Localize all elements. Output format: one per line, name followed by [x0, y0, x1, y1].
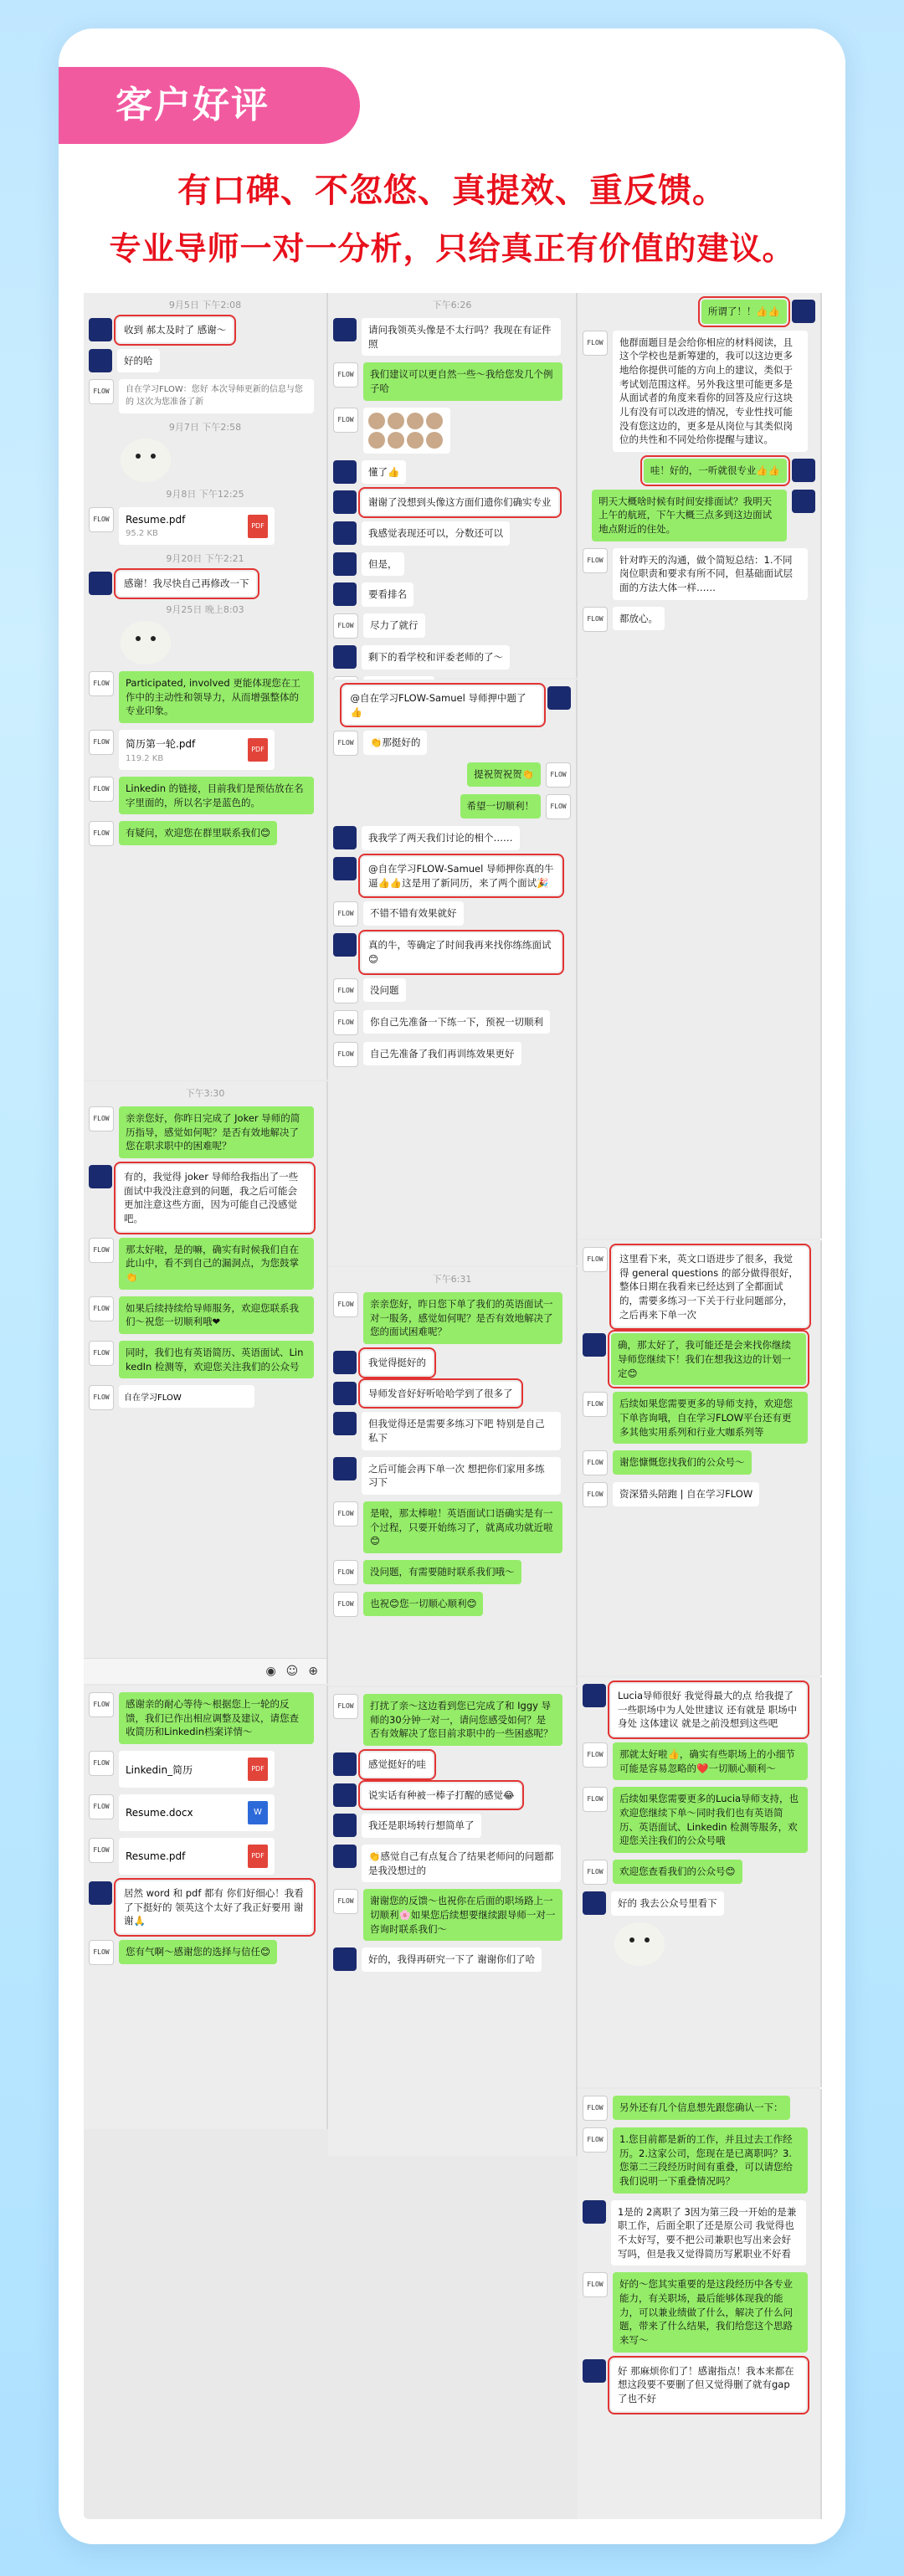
- message-bubble: 尽力了就行: [363, 613, 425, 638]
- avatar: [333, 1412, 357, 1435]
- flow-logo-icon: FLOW: [583, 548, 608, 573]
- timestamp: 9月20日 下午2:21: [166, 553, 244, 565]
- message-bubble: 要看排名: [362, 582, 413, 607]
- flow-logo-icon: FLOW: [333, 1560, 358, 1585]
- message-bubble: 没问题，有需要随时联系我们哦～: [363, 1560, 521, 1584]
- message-bubble: 亲亲您好，你昨日完成了 Joker 导师的简历指导，感觉如何呢？是否有效地解决了您在职求职中的困难呢？: [119, 1106, 314, 1158]
- message-bubble: 没问题: [363, 978, 406, 1003]
- avatar: [333, 490, 357, 514]
- message-bubble: 有疑问，欢迎您在群里联系我们😊: [119, 821, 277, 845]
- flow-logo-icon: FLOW: [546, 794, 571, 819]
- file-name: Linkedin_简历: [126, 1763, 193, 1776]
- chat-panel-10: [328, 1687, 578, 2156]
- message-bubble: 请问我领英头像是不太行吗？我现在有证件照: [362, 318, 561, 356]
- avatar: [89, 349, 112, 372]
- word-icon: W: [248, 1801, 268, 1824]
- message-bubble: 好的～您其实重要的是这段经历中各专业能力，有关职场，最后能够体现我的能力，可以兼业绩做了什么，解决了什么问题，带来了什么结果，我们给您这个思路来写～: [613, 2272, 808, 2352]
- pdf-icon: PDF: [248, 515, 268, 538]
- message-bubble: 你自己先准备一下练一下，预祝一切顺利: [363, 1010, 550, 1034]
- avatar: [333, 1351, 357, 1374]
- message-bubble: 我觉得挺好的: [362, 1351, 433, 1375]
- content-card: [59, 28, 845, 2544]
- message-bubble: 1.您目前都是新的工作，并且过去工作经历。2.这家公司，您现在是已离职吗？3.您第二三段经历时间有重叠，可以请您给我们说明一下重叠情况吗？: [613, 2127, 808, 2194]
- message-bubble: 亲亲您好，昨日您下单了我们的英语面试一对一服务，感觉如何呢？是否有效地解决了您的面试困难呢？: [363, 1292, 562, 1344]
- avatar: [583, 1684, 606, 1707]
- message-bubble: 资深猎头陪跑 | 自在学习FLOW: [613, 1482, 759, 1506]
- avatar: [333, 933, 357, 957]
- timestamp: 下午6:31: [432, 1274, 472, 1285]
- flow-logo-icon: FLOW: [546, 762, 571, 788]
- message-bubble: 感谢亲的耐心等待～根据您上一轮的反馈，我们已作出相应调整及建议，请您查收简历和Linkedin档案详情～: [119, 1692, 314, 1744]
- message-bubble: 👏感觉自己有点复合了结果老师问的问题都是我没想过的: [362, 1845, 561, 1882]
- avatar: [583, 1891, 606, 1915]
- file-name: Resume.pdf: [126, 1850, 186, 1863]
- message-bubble: @自在学习FLOW-Samuel 导师押你真的牛逼👍👍这是用了新同历，来了两个面试🎉: [362, 857, 561, 895]
- message-bubble: 如果后续持续给导师服务，欢迎您联系我们～祝您一切顺利哦❤: [119, 1296, 314, 1334]
- flow-logo-icon: FLOW: [333, 901, 358, 926]
- message-bubble: 真的牛，等确定了时间我再来找你练练面试😊: [362, 933, 561, 971]
- timestamp: 下午3:30: [185, 1088, 225, 1099]
- avatar: [792, 300, 815, 323]
- flow-logo-icon: FLOW: [333, 362, 358, 387]
- plus-icon[interactable]: ⊕: [308, 1665, 318, 1678]
- section-tag: 客户好评: [59, 67, 360, 144]
- chat-panel-5: [578, 1240, 822, 1675]
- flow-logo-icon: FLOW: [89, 379, 114, 404]
- file-attachment[interactable]: [119, 1838, 275, 1875]
- flow-logo-icon: FLOW: [89, 821, 114, 846]
- message-bubble: 是啦，那太棒啦！英语面试口语确实是有一个过程，只要开始练习了，就离成功就近啦😊: [363, 1501, 562, 1553]
- flow-logo-icon: FLOW: [583, 2096, 608, 2121]
- avatar: [89, 318, 112, 341]
- avatar: [333, 460, 357, 484]
- message-bubble: 自在学习FLOW：您好 本次导师更新的信息与您的 这次为您准备了新: [119, 379, 314, 413]
- flow-logo-icon: FLOW: [333, 1889, 358, 1914]
- file-attachment[interactable]: [119, 730, 275, 770]
- flow-logo-icon: FLOW: [333, 1010, 358, 1035]
- message-bubble: 说实话有种被一棒子打醒的感觉😂: [362, 1783, 521, 1808]
- flow-logo-icon: FLOW: [583, 1860, 608, 1885]
- chat-panel-3: [578, 293, 822, 1239]
- file-name: Resume.docx: [126, 1807, 193, 1819]
- sticker-bunny-icon: [121, 439, 171, 482]
- voice-icon[interactable]: ◉: [265, 1665, 276, 1678]
- message-bubble: 另外还有几个信息想先跟您确认一下：: [613, 2096, 790, 2120]
- file-attachment[interactable]: [119, 1794, 275, 1831]
- message-bubble: 我还是职场转行想简单了: [362, 1814, 481, 1838]
- flow-logo-icon: FLOW: [583, 2127, 608, 2153]
- flow-logo-icon: FLOW: [583, 607, 608, 632]
- file-size: 95.2 KB: [126, 529, 158, 539]
- flow-logo-icon: FLOW: [89, 1385, 114, 1410]
- avatar: [333, 1783, 357, 1807]
- avatar: [792, 459, 815, 482]
- flow-logo-icon: FLOW: [333, 1042, 358, 1067]
- flow-logo-icon: FLOW: [333, 408, 358, 433]
- avatar: [333, 1382, 357, 1405]
- pdf-icon: PDF: [248, 1758, 268, 1781]
- account-name: 自在学习FLOW: [124, 1393, 182, 1403]
- message-bubble: Lucia导师很好 我觉得最大的点 给我提了一些职场中为人处世建议 还有就是 职场中身处 这体建议 就是之前没想到这些吧: [611, 1684, 806, 1736]
- avatar: [333, 645, 357, 669]
- message-bubble: 感觉挺好的哇: [362, 1752, 433, 1777]
- headshot-examples[interactable]: [363, 408, 450, 454]
- flow-logo-icon: FLOW: [89, 1751, 114, 1776]
- message-bubble: 好的哈: [117, 349, 160, 373]
- message-bubble: 这里看下来，英文口语进步了很多，我觉得 general questions 的部分做得很好，整体日期在我看来已经达到了全都面试的，需要多练习一下关于行业问题部分，之后再来下单一次: [613, 1247, 808, 1326]
- avatar: [333, 1457, 357, 1480]
- message-bubble: 我感觉表现还可以，分数还可以: [362, 521, 510, 546]
- message-bubble: 但是，: [362, 552, 404, 577]
- file-name: 简历第一轮.pdf: [126, 738, 196, 751]
- flow-logo-icon: FLOW: [333, 1501, 358, 1527]
- message-bubble: 谢谢您的反馈～也祝你在后面的职场路上一切顺利🌸如果您后续想要继续跟导师一对一咨询时联系我们～: [363, 1889, 562, 1941]
- timestamp: 下午6:26: [432, 300, 472, 310]
- message-bubble: 自己先准备了我们再训练效果更好: [363, 1042, 521, 1066]
- chat-panel-11: [578, 2089, 822, 2519]
- flow-logo-icon: FLOW: [89, 1838, 114, 1863]
- flow-logo-icon: FLOW: [583, 331, 608, 356]
- message-bubble: 好的 我去公众号里看下: [611, 1891, 724, 1916]
- chat-collage: [84, 293, 820, 2519]
- message-bubble: Linkedin 的链接，目前我们是预估放在名字里面的，所以名字是蓝色的。: [119, 777, 314, 814]
- avatar: [583, 2359, 606, 2383]
- flow-logo-icon: FLOW: [89, 507, 114, 532]
- message-bubble: 那太好啦，是的嘛，确实有时候我们自在此山中，看不到自己的漏洞点，为您鼓掌👏: [119, 1238, 314, 1290]
- chat-panel-4: [328, 680, 578, 1265]
- message-bubble: 1是的 2离职了 3因为第三段一开始的是兼职工作，后面全职了还是原公司 我觉得也不太好写，要不把公司兼职也写出来会好写吗，但是我又觉得简历写累职业不好看: [611, 2200, 806, 2266]
- message-bubble: 感谢！我尽快自己再修改一下: [117, 572, 256, 596]
- message-bubble: 好的，我得再研究一下了 谢谢你们了哈: [362, 1947, 542, 1972]
- pdf-icon: PDF: [248, 738, 268, 762]
- message-bubble: 居然 word 和 pdf 都有 你们好细心！我看了下挺好的 领英这个太好了我正好要用 谢谢🙏: [117, 1881, 312, 1933]
- flow-logo-icon: FLOW: [89, 1296, 114, 1321]
- headline-primary: 有口碑、不忽悠、真提效、重反馈。: [177, 172, 727, 210]
- message-bubble: 但我觉得还是需要多练习下吧 特别是自己私下: [362, 1412, 561, 1450]
- avatar: [333, 552, 357, 576]
- message-bubble: 不错不错有效果就好: [363, 901, 464, 926]
- chat-toolbar: [84, 1658, 326, 1684]
- message-bubble: 懂了👍: [362, 460, 406, 485]
- flow-logo-icon: FLOW: [89, 1692, 114, 1717]
- message-bubble: 👏那挺好的: [363, 731, 427, 755]
- avatar: [333, 1752, 357, 1776]
- message-bubble: 明天大概啥时候有时间安排面试？我明天上午的航班，下午大概三点多到这边面试地点附近的住处。: [592, 490, 787, 541]
- file-attachment[interactable]: [119, 1751, 275, 1788]
- message-bubble: 谢谢了没想到头像这方面们遗你们确实专业: [362, 490, 558, 515]
- official-account-card[interactable]: [119, 1385, 254, 1408]
- flow-logo-icon: FLOW: [89, 1106, 114, 1131]
- file-name: Resume.pdf: [126, 514, 186, 526]
- message-bubble: 我们建议可以更自然一些～我给您发几个例子哈: [363, 362, 562, 400]
- message-bubble: 之后可能会再下单一次 想把你们家用多练习下: [362, 1457, 561, 1495]
- message-bubble: @自在学习FLOW-Samuel 导师押中题了👍: [343, 686, 542, 724]
- avatar: [583, 2200, 606, 2224]
- avatar: [333, 1814, 357, 1837]
- emoji-icon[interactable]: ☺: [285, 1665, 299, 1678]
- message-bubble: 针对昨天的沟通，做个简短总结：1.不同岗位职责和要求有所不同，但基础面试层面的方法大体一样……: [613, 548, 808, 600]
- avatar: [333, 826, 357, 849]
- avatar: [333, 318, 357, 341]
- chat-panel-6: [84, 1081, 328, 1684]
- message-bubble: 后续如果您需要更多的Lucia导师支持，也欢迎您继续下单～同时我们也有英语简历、英语面试、Linkedin 检测等服务，欢迎您关注我们的公众号哦: [613, 1787, 808, 1853]
- timestamp: 9月5日 下午2:08: [168, 300, 242, 310]
- message-bubble: 有的，我觉得 joker 导师给我指出了一些面试中我没注意到的问题，我之后可能会更加注意这些方面，因为可能自己没感觉吧。: [117, 1165, 312, 1231]
- message-bubble: 打扰了亲～这边看到您已完成了和 Iggy 导师的30分钟一对一，请问您感受如何？是否有效解决了您目前求职中的一些困惑呢？: [363, 1694, 562, 1746]
- flow-logo-icon: FLOW: [583, 1392, 608, 1417]
- message-bubble: 欢迎您查看我们的公众号😊: [613, 1860, 742, 1884]
- chat-panel-8: [578, 1677, 822, 2087]
- message-bubble: 同时，我们也有英语简历、英语面试、LinkedIn 检测等，欢迎您关注我们的公众号: [119, 1341, 314, 1378]
- avatar: [89, 1165, 112, 1188]
- timestamp: 9月7日 下午2:58: [168, 422, 242, 434]
- flow-logo-icon: FLOW: [89, 1940, 114, 1965]
- avatar: [333, 1845, 357, 1868]
- file-attachment[interactable]: [119, 507, 275, 545]
- message-bubble: 都放心。: [613, 607, 665, 631]
- message-bubble: Participated, involved 更能体现您在工作中的主动性和领导力，从而增强整体的专业印象。: [119, 671, 314, 723]
- chat-panel-9: [84, 1686, 328, 2129]
- message-bubble: 也祝😊您一切顺心顺利😊: [363, 1592, 483, 1616]
- chat-panel-1: [84, 293, 328, 1080]
- flow-logo-icon: FLOW: [89, 1238, 114, 1263]
- chat-panel-2: [328, 293, 578, 678]
- message-bubble: 您有气啊～感谢您的选择与信任😊: [119, 1940, 277, 1964]
- avatar: [333, 857, 357, 880]
- sticker-bunny-icon: [121, 621, 171, 665]
- message-bubble: 收到 郝太及时了 感谢～: [117, 318, 233, 342]
- message-bubble: 我我学了两天我们讨论的相个……: [362, 826, 520, 850]
- message-bubble: 希望一切顺利！: [460, 794, 542, 818]
- flow-logo-icon: FLOW: [333, 1292, 358, 1317]
- avatar: [333, 521, 357, 545]
- message-bubble: 哇！好的，一听就很专业👍👍: [644, 459, 787, 483]
- message-bubble: 那就太好啦👍，确实有些职场上的小细节可能是容易忽略的❤️一切顺心顺利～: [613, 1742, 808, 1780]
- flow-logo-icon: FLOW: [583, 1450, 608, 1475]
- headline-secondary: 专业导师一对一分析，只给真正有价值的建议。: [109, 230, 795, 267]
- flow-logo-icon: FLOW: [333, 978, 358, 1003]
- flow-logo-icon: FLOW: [583, 1482, 608, 1507]
- flow-logo-icon: FLOW: [583, 1247, 608, 1272]
- avatar: [89, 1881, 112, 1905]
- flow-logo-icon: FLOW: [89, 1794, 114, 1819]
- message-bubble: 确，那太好了，我可能还是会来找你继续 导师您继续下！我们在想我这边的计划一定😊: [611, 1333, 806, 1385]
- flow-logo-icon: FLOW: [89, 1341, 114, 1366]
- flow-logo-icon: FLOW: [333, 613, 358, 639]
- avatar: [792, 490, 815, 513]
- avatar: [333, 582, 357, 606]
- timestamp: 9月25日 晚上8:03: [166, 604, 244, 616]
- sticker-bunny-icon: [614, 1922, 665, 1966]
- avatar: [333, 1947, 357, 1971]
- pdf-icon: PDF: [248, 1845, 268, 1868]
- flow-logo-icon: FLOW: [333, 731, 358, 756]
- message-bubble: 谢您慷慨您找我们的公众号～: [613, 1450, 752, 1475]
- avatar: [583, 1333, 606, 1357]
- flow-logo-icon: FLOW: [89, 777, 114, 802]
- message-bubble: 导师发音好好听哈哈学到了很多了: [362, 1382, 520, 1406]
- flow-logo-icon: FLOW: [583, 2272, 608, 2297]
- message-bubble: 他群面题目是会给你相应的材料阅读，且这个学校也是新筹建的，我可以这边更多地给你提供可能的方向上的建议，类似于考试划范围这样。另外我这里可能更多是从面试者的角度来看你的回答及应行这块儿有没有可以改进的情况，专业性找可能没有您这边的，更多是从岗位与其类似岗位的共性和不同处给你提醒与建议。: [613, 331, 808, 452]
- avatar: [89, 572, 112, 595]
- message-bubble: 所谓了！！👍👍: [701, 300, 787, 324]
- message-bubble: 后续如果您需要更多的导师支持，欢迎您下单咨询哦，自在学习FLOW平台还有更多其他实用系列和行业大咖系列等: [613, 1392, 808, 1444]
- flow-logo-icon: FLOW: [583, 1787, 608, 1812]
- message-bubble: 剩下的看学校和评委老师的了～: [362, 645, 510, 670]
- avatar: [547, 686, 571, 710]
- flow-logo-icon: FLOW: [89, 730, 114, 755]
- message-bubble: 好 那麻烦你们了！感谢指点！我本来都在想这段要不要删了但又觉得删了就有gap了也不好: [611, 2359, 806, 2411]
- flow-logo-icon: FLOW: [333, 1694, 358, 1719]
- timestamp: 9月8日 下午12:25: [166, 489, 244, 500]
- flow-logo-icon: FLOW: [583, 1742, 608, 1768]
- flow-logo-icon: FLOW: [333, 1592, 358, 1617]
- message-bubble: 提祝贺祝贺👏: [467, 762, 541, 787]
- flow-logo-icon: FLOW: [89, 671, 114, 696]
- chat-panel-7: [328, 1267, 578, 1686]
- file-size: 119.2 KB: [126, 754, 164, 764]
